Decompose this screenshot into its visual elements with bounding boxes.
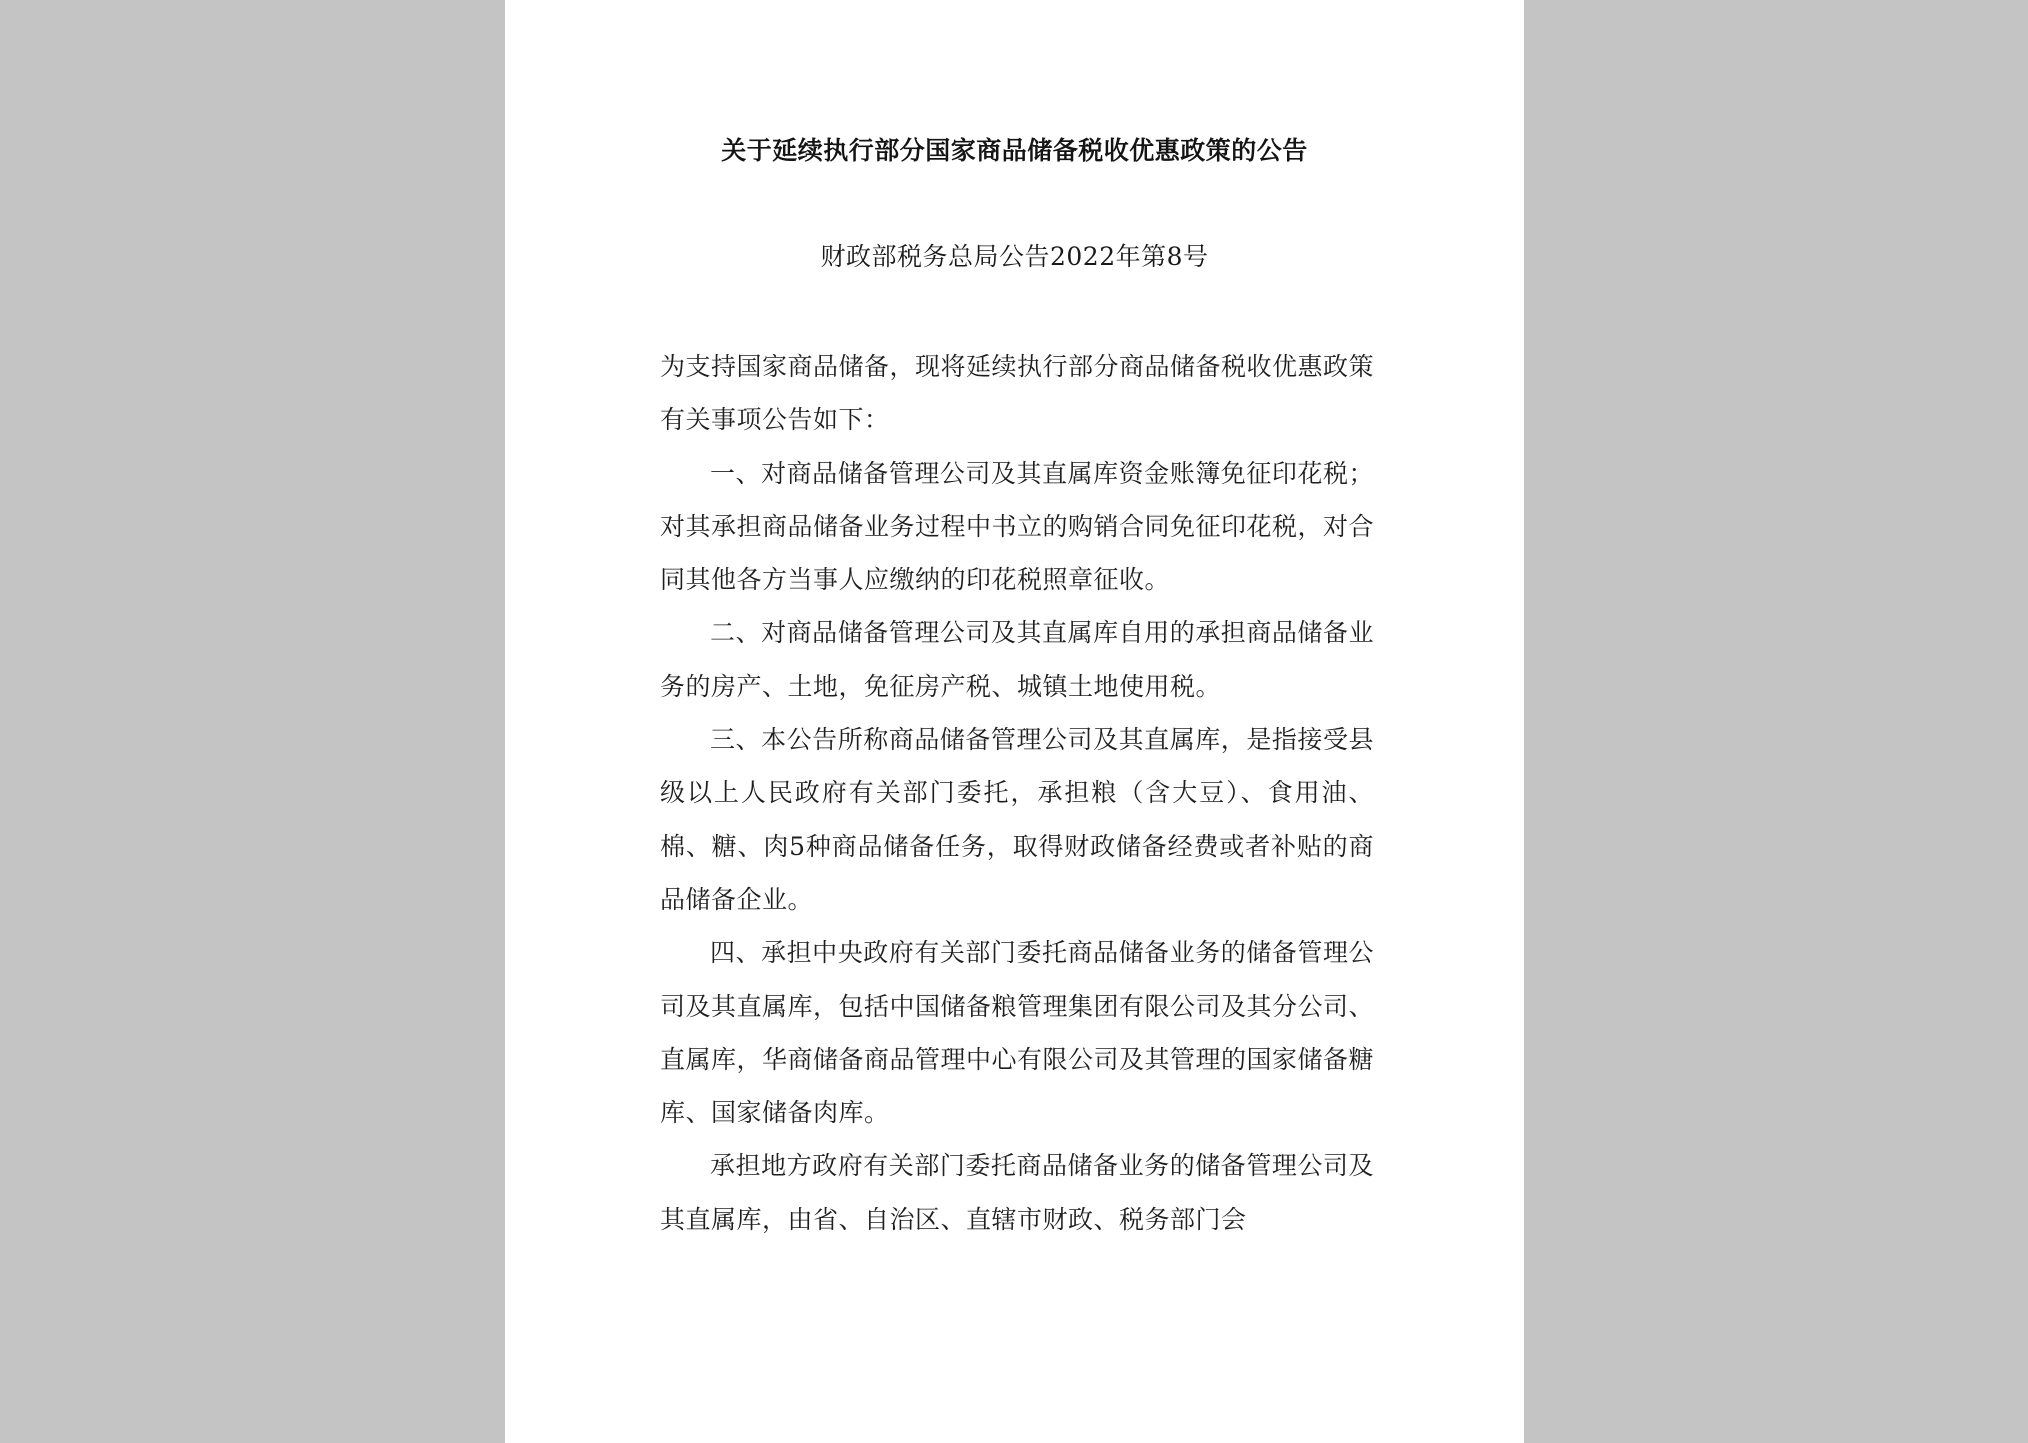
paragraph-intro: 为支持国家商品储备，现将延续执行部分商品储备税收优惠政策有关事项公告如下：: [660, 352, 1375, 435]
document-body: [660, 340, 1374, 1246]
paragraph-item-3: 三、本公告所称商品储备管理公司及其直属库，是指接受县级以上人民政府有关部门委托，承担粮（含大豆）、食用油、棉、糖、肉5种商品储备任务，取得财政储备经费或者补贴的商品储备企业。: [660, 725, 1374, 914]
document-page: [505, 0, 1524, 1443]
paragraph-item-1: 一、对商品储备管理公司及其直属库资金账簿免征印花税；对其承担商品储备业务过程中书立的购销合同免征印花税，对合同其他各方当事人应缴纳的印花税照章征收。: [660, 458, 1375, 595]
document-title: 关于延续执行部分国家商品储备税收优惠政策的公告: [721, 136, 1308, 165]
document-number: 财政部税务总局公告2022年第8号: [820, 242, 1209, 271]
paragraph-item-4: 四、承担中央政府有关部门委托商品储备业务的储备管理公司及其直属库，包括中国储备粮管理集团有限公司及其分公司、直属库，华商储备商品管理中心有限公司及其管理的国家储备糖库、国家储备肉库。: [660, 938, 1375, 1128]
paragraph-item-2: 二、对商品储备管理公司及其直属库自用的承担商品储备业务的房产、土地，免征房产税、城镇土地使用税。: [660, 618, 1374, 701]
paragraph-item-4-continued: 承担地方政府有关部门委托商品储备业务的储备管理公司及其直属库，由省、自治区、直辖市财政、税务部门会: [660, 1151, 1374, 1234]
